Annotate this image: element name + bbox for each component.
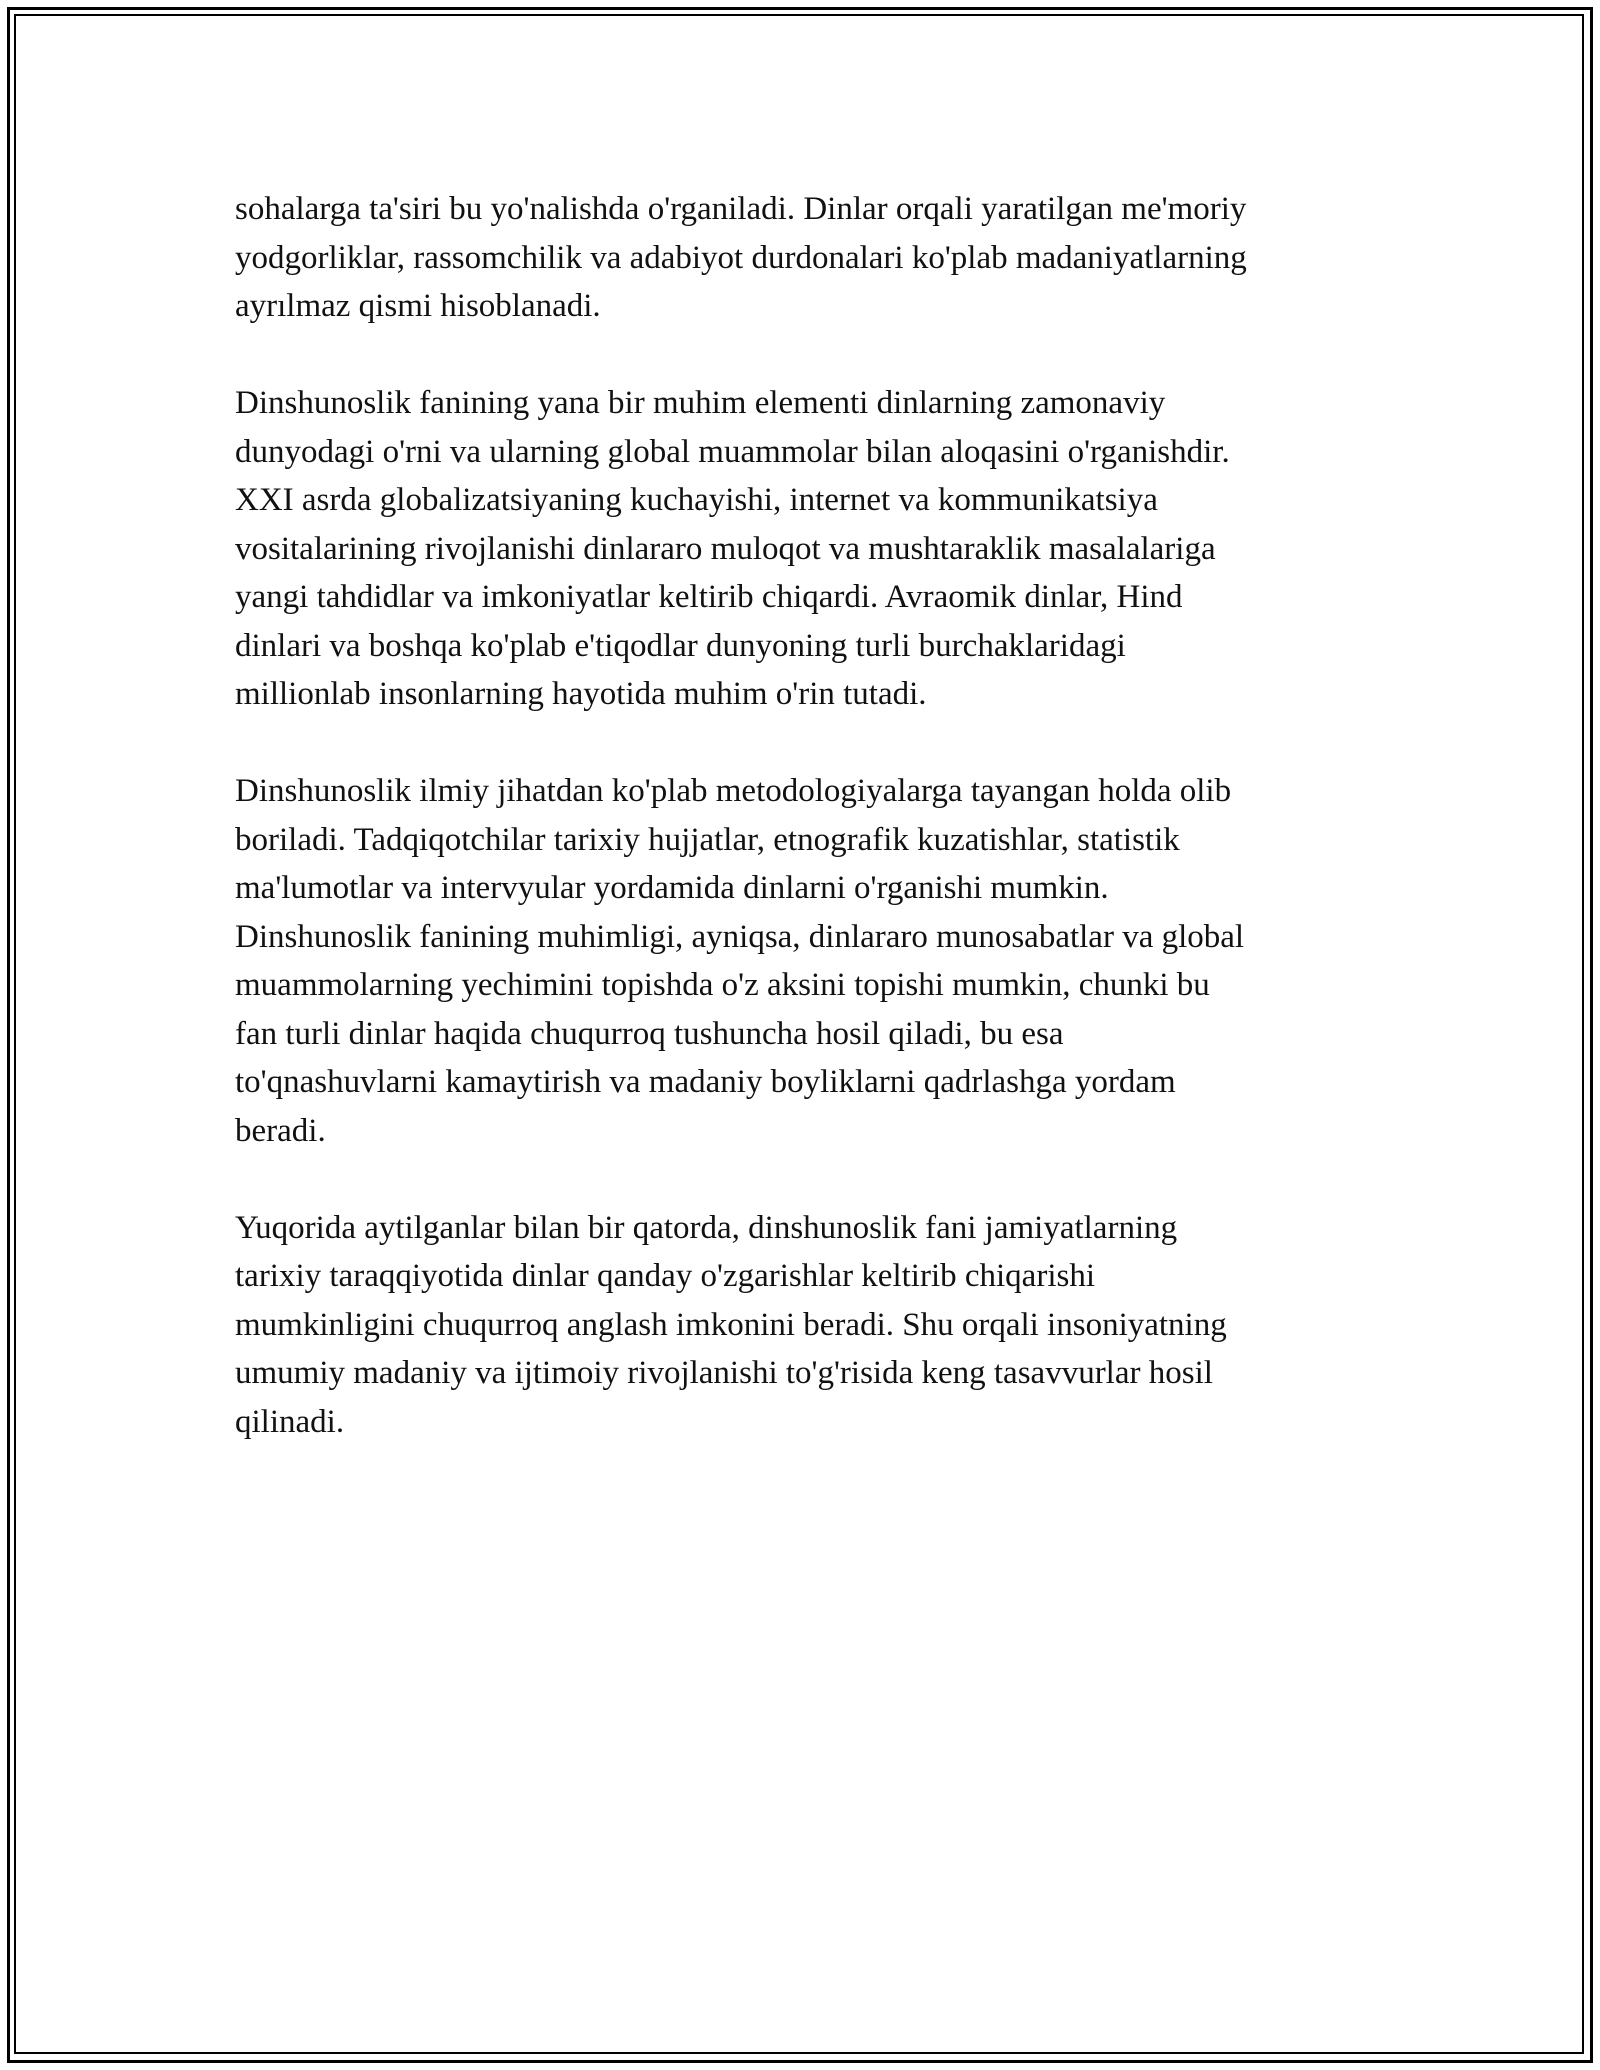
text-line: Dinshunoslik ilmiy jihatdan ko'plab metodologiyalarga tayangan holda olib	[235, 773, 1232, 809]
text-line: mumkinligini chuqurroq anglash imkonini beradi. Shu orqali insoniyatning	[235, 1306, 1227, 1343]
text-line: to'qnashuvlarni kamaytirish va madaniy boyliklarni qadrlashga yordam	[235, 1064, 1176, 1100]
text-line: dinlari va boshqa ko'plab e'tiqodlar dunyoning turli burchaklaridagi	[235, 627, 1126, 664]
text-line: tarixiy taraqqiyotida dinlar qanday o'zgarishlar keltirib chiqarishi	[235, 1258, 1095, 1294]
paragraph-4	[235, 1204, 1415, 1447]
text-line: qilinadi.	[235, 1403, 345, 1440]
text-line: sohalarga ta'siri bu yo'nalishda o'rganiladi. Dinlar orqali yaratilgan me'moriy	[235, 191, 1247, 227]
document-body	[235, 185, 1415, 1495]
text-line: Dinshunoslik fanining yana bir muhim elementi dinlarning zamonaviy	[235, 385, 1166, 421]
paragraph-1	[235, 185, 1415, 331]
text-line: millionlab insonlarning hayotida muhim o'rin tutadi.	[235, 676, 927, 712]
text-line: vositalarining rivojlanishi dinlararo muloqot va mushtaraklik masalalariga	[235, 530, 1216, 567]
text-line: beradi.	[235, 1112, 326, 1149]
text-line: Yuqorida aytilganlar bilan bir qatorda, dinshunoslik fani jamiyatlarning	[235, 1209, 1178, 1246]
paragraph-3	[235, 767, 1415, 1155]
text-line: ayrılmaz qismi hisoblanadi.	[235, 288, 601, 324]
text-line: yodgorliklar, rassomchilik va adabiyot durdonalari ko'plab madaniyatlarning	[235, 239, 1247, 276]
text-line: ma'lumotlar va intervyular yordamida dinlarni o'rganishi mumkin.	[235, 870, 1109, 906]
text-line: XXI asrda globalizatsiyaning kuchayishi, internet va kommunikatsiya	[235, 482, 1158, 518]
paragraph-2	[235, 379, 1415, 719]
text-line: boriladi. Tadqiqotchilar tarixiy hujjatlar, etnografik kuzatishlar, statistik	[235, 821, 1180, 858]
text-line: fan turli dinlar haqida chuqurroq tushuncha hosil qiladi, bu esa	[235, 1015, 1064, 1052]
text-line: Dinshunoslik fanining muhimligi, ayniqsa, dinlararo munosabatlar va global	[235, 918, 1245, 955]
text-line: yangi tahdidlar va imkoniyatlar keltirib chiqardi. Avraomik dinlar, Hind	[235, 579, 1183, 615]
text-line: umumiy madaniy va ijtimoiy rivojlanishi to'g'risida keng tasavvurlar hosil	[235, 1355, 1213, 1391]
text-line: muammolarning yechimini topishda o'z aksini topishi mumkin, chunki bu	[235, 967, 1210, 1003]
text-line: dunyodagi o'rni va ularning global muammolar bilan aloqasini o'rganishdir.	[235, 433, 1230, 470]
